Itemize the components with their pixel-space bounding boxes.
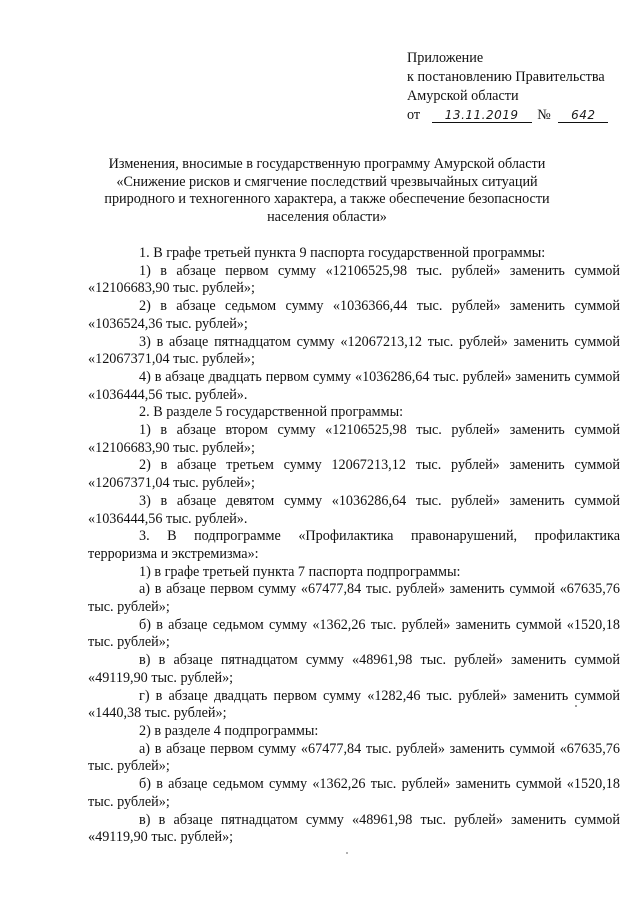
- paragraph: 1) в абзаце втором сумму «12106525,98 тыс. рублей» заменить суммой «12106683,90 тыс. рублей»;: [88, 422, 620, 456]
- appendix-decree-line: к постановлению Правительства: [407, 69, 605, 85]
- paragraph: 1) в абзаце первом сумму «12106525,98 тыс. рублей» заменить суммой «12106683,90 тыс. рублей»;: [88, 262, 620, 297]
- paragraph: а) в абзаце первом сумму «67477,84 тыс. рублей» заменить суммой «67635,76 тыс. рублей»;: [88, 581, 620, 616]
- paragraph: б) в абзаце седьмом сумму «1362,26 тыс. рублей» заменить суммой «1520,18 тыс. рублей»;: [88, 616, 620, 651]
- title-line: природного и техногенного характера, а также обеспечение безопасности: [104, 191, 550, 208]
- paragraph: 4) в абзаце двадцать первом сумму «1036286,64 тыс. рублей» заменить суммой «1036444,56 тыс. рублей».: [88, 368, 620, 403]
- title-line: Изменения, вносимые в государственную программу Амурской области: [108, 156, 546, 172]
- title-line: «Снижение рисков и смягчение последствий чрезвычайных ситуаций: [116, 173, 538, 190]
- paragraph: 1) в графе третьей пункта 7 паспорта подпрограммы:: [139, 563, 461, 580]
- number-label: №: [537, 107, 551, 123]
- appendix-date-number-line: [407, 106, 608, 125]
- document-body: [88, 245, 620, 847]
- handwritten-number: 642: [558, 108, 608, 123]
- section-heading: 1. В графе третьей пункта 9 паспорта государственной программы:: [139, 245, 546, 261]
- paragraph: в) в абзаце пятнадцатом сумму «48961,98 тыс. рублей» заменить суммой «49119,90 тыс. рублей»;: [88, 652, 620, 686]
- paragraph: б) в абзаце седьмом сумму «1362,26 тыс. рублей» заменить суммой «1520,18 тыс. рублей»;: [88, 776, 620, 810]
- paragraph: г) в абзаце двадцать первом сумму «1282,46 тыс. рублей» заменить суммой «1440,38 тыс. рублей»;: [88, 687, 620, 722]
- paragraph: 2) в разделе 4 подпрограммы:: [139, 722, 319, 739]
- section-heading: 3. В подпрограмме «Профилактика правонарушений, профилактика терроризма и экстремизма»:: [88, 528, 620, 562]
- handwritten-date: 13.11.2019: [432, 108, 532, 123]
- section-heading: 2. В разделе 5 государственной программы:: [139, 404, 404, 421]
- title-line: населения области»: [267, 208, 387, 225]
- paragraph: 2) в абзаце седьмом сумму «1036366,44 тыс. рублей» заменить суммой «1036524,36 тыс. рублей»;: [88, 298, 620, 332]
- document-title: [92, 156, 562, 226]
- paragraph: а) в абзаце первом сумму «67477,84 тыс. рублей» заменить суммой «67635,76 тыс. рублей»;: [88, 740, 620, 775]
- scan-speck: [575, 705, 577, 707]
- paragraph: 3) в абзаце пятнадцатом сумму «12067213,12 тыс. рублей» заменить суммой «12067371,04 тыс. рублей»;: [88, 333, 620, 368]
- paragraph: в) в абзаце пятнадцатом сумму «48961,98 тыс. рублей» заменить суммой «49119,90 тыс. рублей»;: [88, 811, 620, 846]
- appendix-region-line: Амурской области: [407, 88, 519, 104]
- from-label: от: [407, 107, 421, 123]
- paragraph: 2) в абзаце третьем сумму 12067213,12 тыс. рублей» заменить суммой «12067371,04 тыс. рублей»;: [88, 457, 620, 492]
- scan-speck: [346, 852, 348, 854]
- paragraph: 3) в абзаце девятом сумму «1036286,64 тыс. рублей» заменить суммой «1036444,56 тыс. рублей».: [88, 492, 620, 527]
- appendix-label: Приложение: [407, 50, 484, 66]
- appendix-header: [407, 49, 608, 125]
